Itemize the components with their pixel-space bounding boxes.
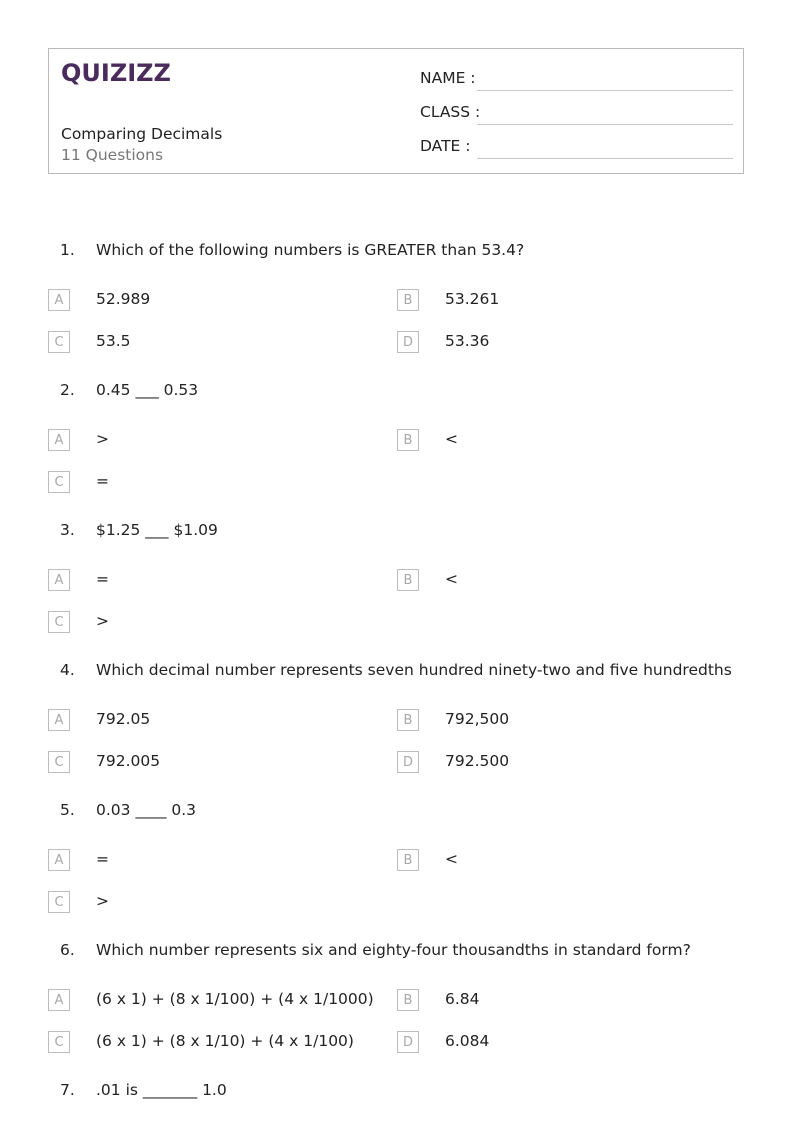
option-letter-box: A xyxy=(48,989,70,1011)
option-b[interactable] xyxy=(397,849,727,873)
option-text: 6.84 xyxy=(445,990,480,1008)
option-text: 53.36 xyxy=(445,332,490,350)
question-text: 0.03 ____ 0.3 xyxy=(96,801,197,819)
option-letter-box: D xyxy=(397,1031,419,1053)
option-a[interactable] xyxy=(48,429,378,453)
option-letter-box: C xyxy=(48,471,70,493)
option-text: < xyxy=(445,570,458,588)
option-text: 792.500 xyxy=(445,752,510,770)
option-letter-box: D xyxy=(397,331,419,353)
option-d[interactable] xyxy=(397,331,727,355)
option-a[interactable] xyxy=(48,709,378,733)
name-line xyxy=(477,90,733,91)
name-label: NAME : xyxy=(420,69,476,87)
option-c[interactable] xyxy=(48,1031,378,1055)
question-number: 2. xyxy=(60,381,75,399)
option-c[interactable] xyxy=(48,611,378,635)
option-text: > xyxy=(96,612,109,630)
option-c[interactable] xyxy=(48,751,378,775)
option-b[interactable] xyxy=(397,709,727,733)
option-a[interactable] xyxy=(48,989,378,1013)
quizizz-logo: QUIZIZZ xyxy=(61,59,171,87)
option-c[interactable] xyxy=(48,471,378,495)
question-text: Which of the following numbers is GREATER than 53.4? xyxy=(96,241,525,259)
option-text: 53.5 xyxy=(96,332,131,350)
question-number: 7. xyxy=(60,1081,75,1099)
option-letter-box: A xyxy=(48,569,70,591)
question-count: 11 Questions xyxy=(61,146,164,164)
option-a[interactable] xyxy=(48,569,378,593)
worksheet-header xyxy=(48,48,744,174)
option-text: > xyxy=(96,892,109,910)
class-label: CLASS : xyxy=(420,103,481,121)
option-text: 52.989 xyxy=(96,290,151,308)
date-line xyxy=(477,158,733,159)
question-5 xyxy=(0,801,794,827)
option-d[interactable] xyxy=(397,1031,727,1055)
option-text: < xyxy=(445,430,458,448)
option-text: (6 x 1) + (8 x 1/100) + (4 x 1/1000) xyxy=(96,990,374,1008)
question-1 xyxy=(0,241,794,267)
option-letter-box: C xyxy=(48,331,70,353)
option-letter-box: A xyxy=(48,709,70,731)
option-letter-box: D xyxy=(397,751,419,773)
option-letter-box: A xyxy=(48,429,70,451)
option-text: 792.005 xyxy=(96,752,161,770)
question-number: 6. xyxy=(60,941,75,959)
option-text: = xyxy=(96,850,109,868)
question-text: Which number represents six and eighty-four thousandths in standard form? xyxy=(96,941,691,959)
option-letter-box: B xyxy=(397,569,419,591)
question-text: Which decimal number represents seven hundred ninety-two and five hundredths xyxy=(96,661,732,679)
name-field[interactable] xyxy=(420,69,733,93)
question-number: 5. xyxy=(60,801,75,819)
option-letter-box: C xyxy=(48,891,70,913)
option-text: 792.05 xyxy=(96,710,151,728)
option-letter-box: B xyxy=(397,849,419,871)
class-line xyxy=(477,124,733,125)
option-text: 53.261 xyxy=(445,290,500,308)
question-number: 3. xyxy=(60,521,75,539)
option-letter-box: B xyxy=(397,989,419,1011)
option-b[interactable] xyxy=(397,989,727,1013)
option-letter-box: C xyxy=(48,751,70,773)
question-text: $1.25 ___ $1.09 xyxy=(96,521,218,539)
question-3 xyxy=(0,521,794,547)
option-letter-box: B xyxy=(397,429,419,451)
option-b[interactable] xyxy=(397,569,727,593)
option-letter-box: C xyxy=(48,1031,70,1053)
class-field[interactable] xyxy=(420,103,733,127)
option-b[interactable] xyxy=(397,289,727,313)
option-text: = xyxy=(96,570,109,588)
option-text: (6 x 1) + (8 x 1/10) + (4 x 1/100) xyxy=(96,1032,354,1050)
question-2 xyxy=(0,381,794,407)
option-a[interactable] xyxy=(48,849,378,873)
question-number: 4. xyxy=(60,661,75,679)
option-text: > xyxy=(96,430,109,448)
question-7 xyxy=(0,1081,794,1107)
option-d[interactable] xyxy=(397,751,727,775)
date-field[interactable] xyxy=(420,137,733,161)
option-letter-box: B xyxy=(397,709,419,731)
option-letter-box: B xyxy=(397,289,419,311)
option-b[interactable] xyxy=(397,429,727,453)
option-letter-box: C xyxy=(48,611,70,633)
worksheet-title: Comparing Decimals xyxy=(61,125,223,143)
option-a[interactable] xyxy=(48,289,378,313)
question-number: 1. xyxy=(60,241,75,259)
option-text: 792,500 xyxy=(445,710,510,728)
question-6 xyxy=(0,941,794,967)
option-c[interactable] xyxy=(48,891,378,915)
option-text: 6.084 xyxy=(445,1032,490,1050)
option-text: < xyxy=(445,850,458,868)
question-text: 0.45 ___ 0.53 xyxy=(96,381,199,399)
question-4 xyxy=(0,661,794,687)
question-text: .01 is _______ 1.0 xyxy=(96,1081,227,1099)
option-letter-box: A xyxy=(48,849,70,871)
option-c[interactable] xyxy=(48,331,378,355)
date-label: DATE : xyxy=(420,137,471,155)
option-letter-box: A xyxy=(48,289,70,311)
option-text: = xyxy=(96,472,109,490)
